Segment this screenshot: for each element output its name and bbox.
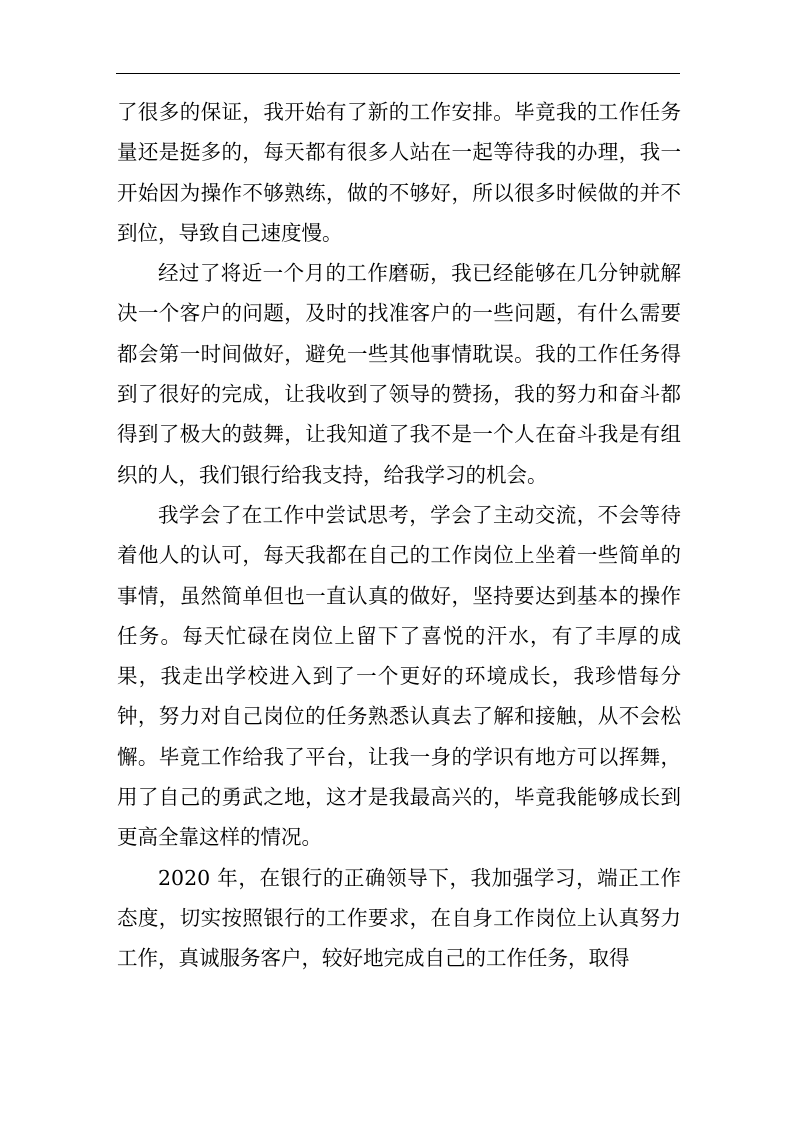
paragraph-3: 我学会了在工作中尝试思考，学会了主动交流，不会等待着他人的认可，每天我都在自己的工作岗位上坐着一些简单的事情，虽然简单但也一直认真的做好，坚持要达到基本的操作任务。每天忙碌在岗位上留下了喜悦的汗水，有了丰厚的成果，我走出学校进入到了一个更好的环境成长，我珍惜每分钟，努力对自己岗位的任务熟悉认真去了解和接触，从不会松懈。毕竟工作给我了平台，让我一身的学识有地方可以挥舞，用了自己的勇武之地，这才是我最高兴的，毕竟我能够成长到更高全靠这样的情况。	[117, 502, 681, 850]
body-text	[117, 92, 681, 979]
paragraph-2: 经过了将近一个月的工作磨砺，我已经能够在几分钟就解决一个客户的问题，及时的找准客户的一些问题，有什么需要都会第一时间做好，避免一些其他事情耽误。我的工作任务得到了很好的完成，让我收到了领导的赞扬，我的努力和奋斗都得到了极大的鼓舞，让我知道了我不是一个人在奋斗我是有组织的人，我们银行给我支持，给我学习的机会。	[117, 261, 681, 487]
paragraph-4: 2020 年，在银行的正确领导下，我加强学习，端正工作态度，切实按照银行的工作要求，在自身工作岗位上认真努力工作，真诚服务客户，较好地完成自己的工作任务，取得	[117, 865, 681, 971]
paragraph-1: 了很多的保证，我开始有了新的工作安排。毕竟我的工作任务量还是挺多的，每天都有很多人站在一起等待我的办理，我一开始因为操作不够熟练，做的不够好，所以很多时候做的并不到位，导致自己速度慢。	[117, 100, 681, 245]
header-rule	[116, 73, 680, 74]
